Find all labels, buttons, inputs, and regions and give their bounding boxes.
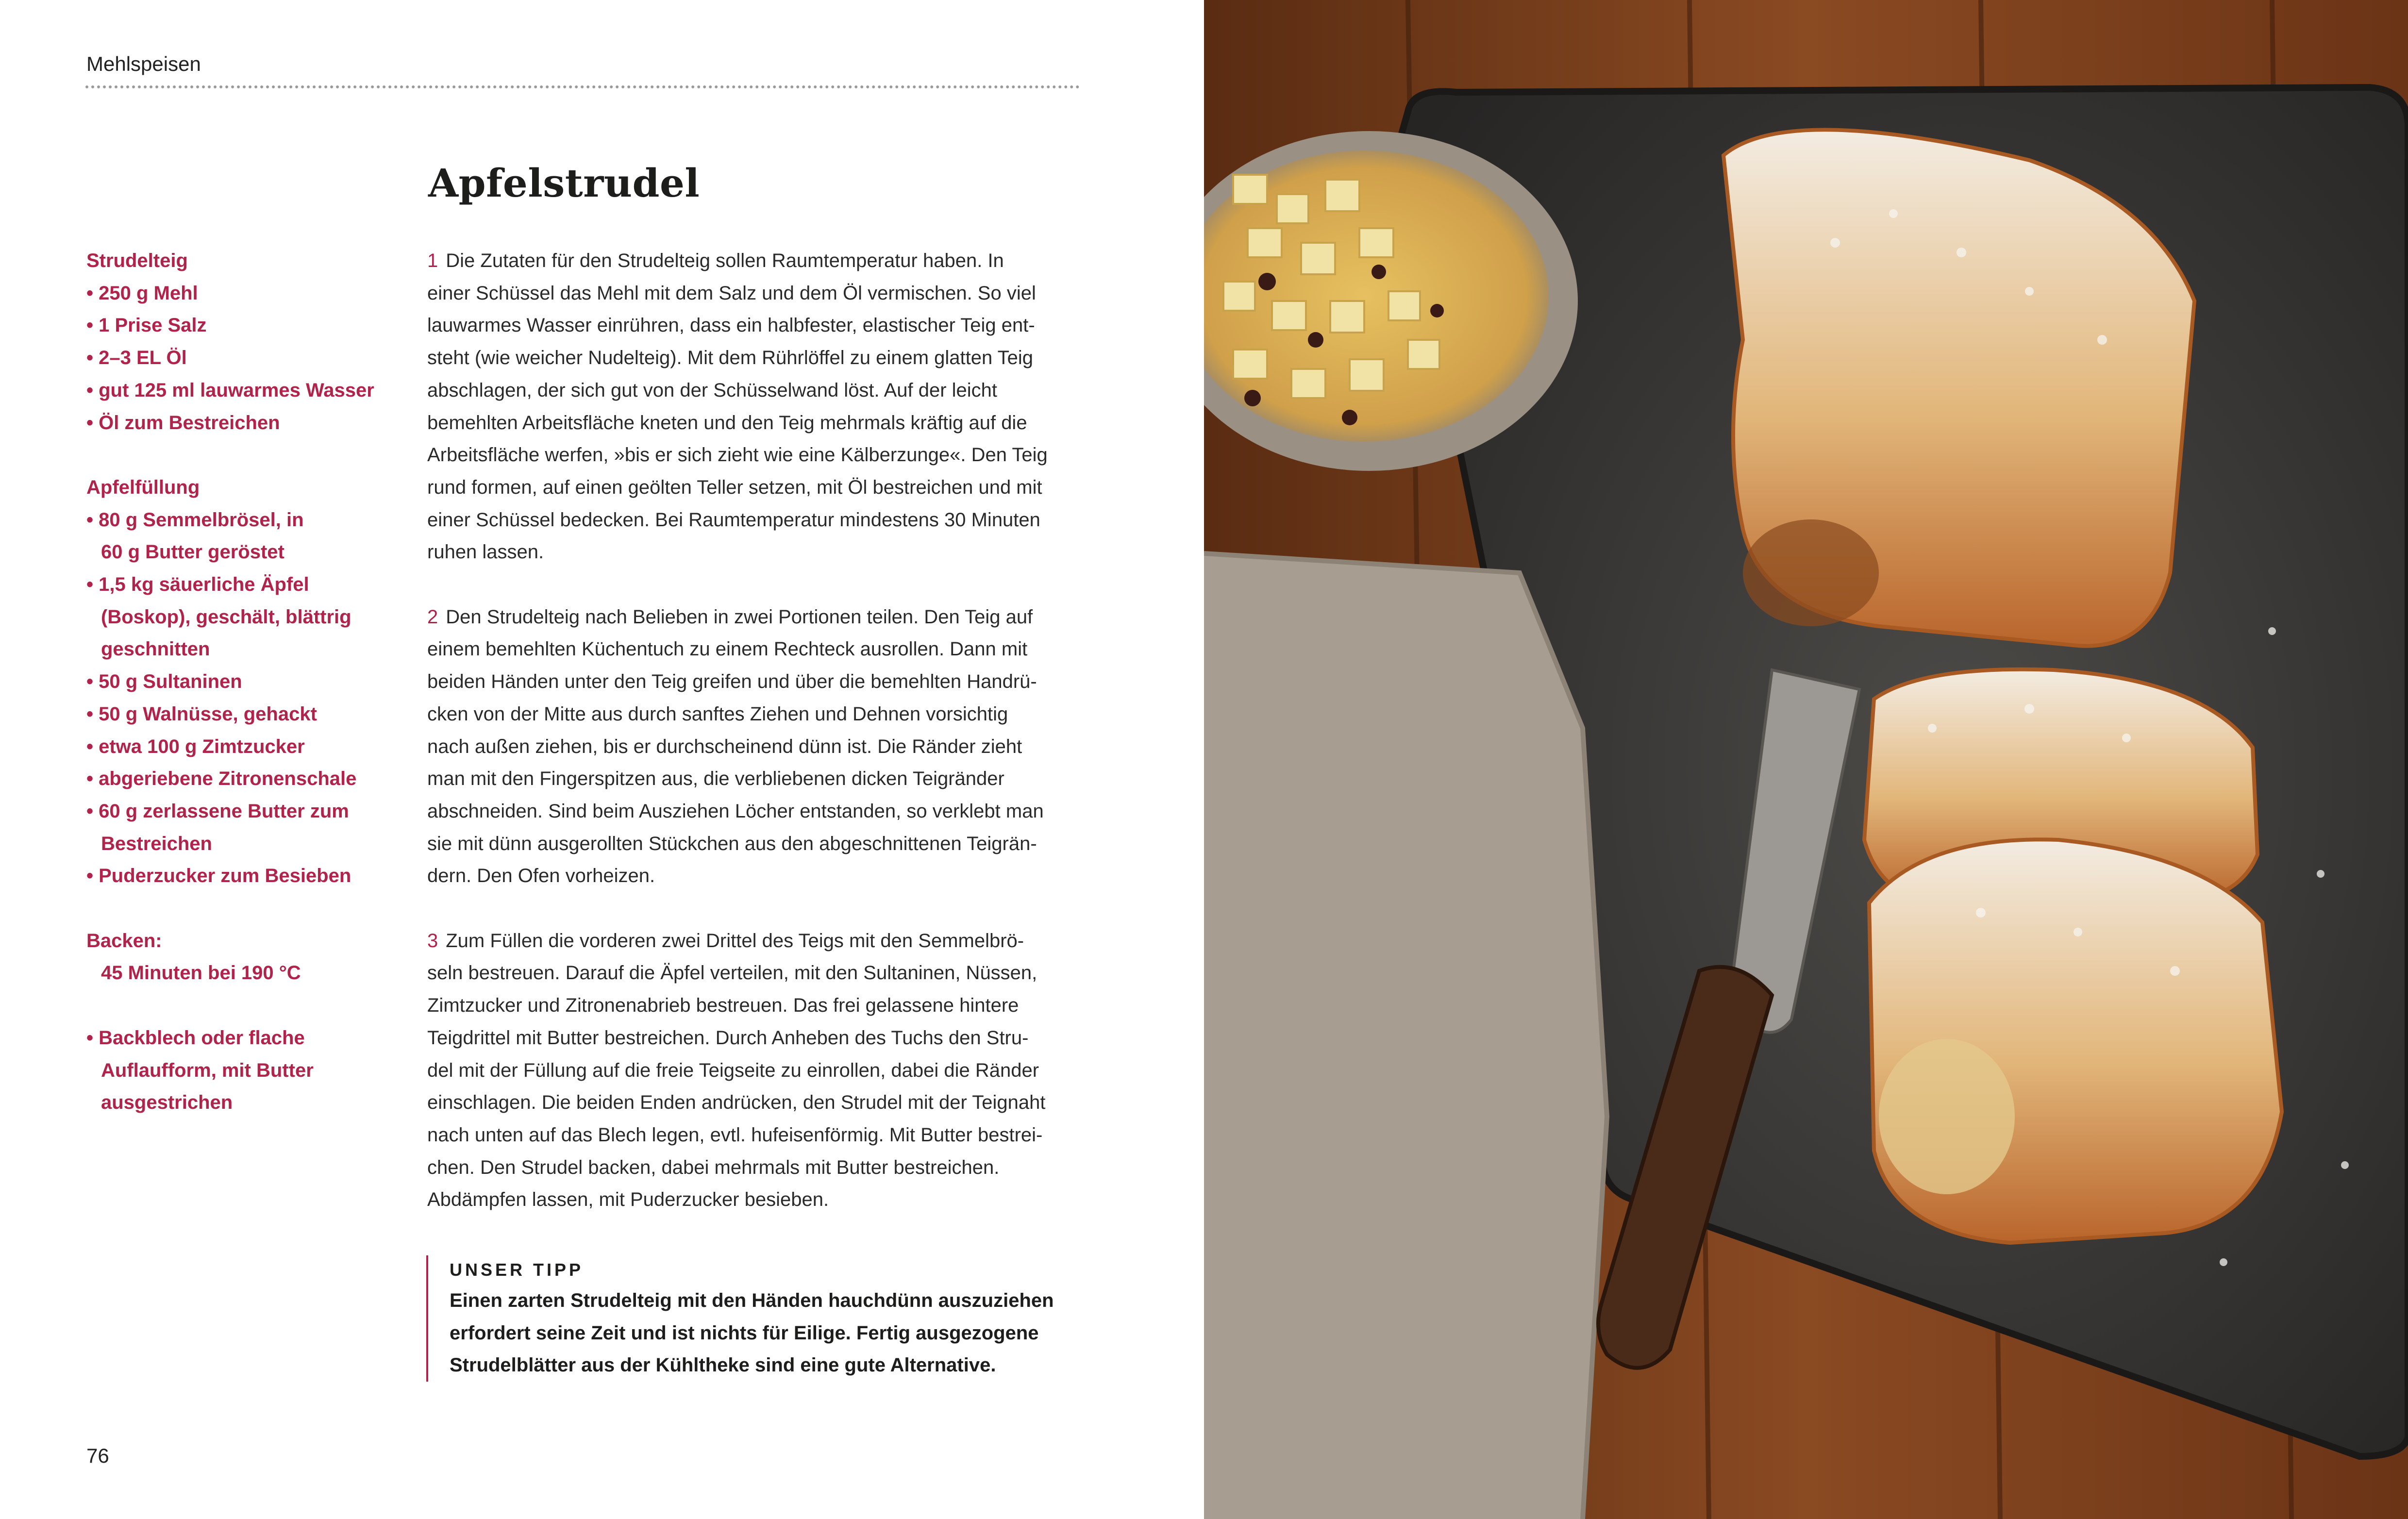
ingredient-item: ausgestrichen <box>101 1092 233 1114</box>
ingredient-item: • Öl zum Bestreichen <box>86 412 280 434</box>
ingredient-item: • 50 g Sultaninen <box>86 671 242 693</box>
ingredient-item: • etwa 100 g Zimtzucker <box>86 735 305 757</box>
step-line: einer Schüssel das Mehl mit dem Salz und dem Öl vermischen. So viel <box>427 282 1036 304</box>
step-line: ruhen lassen. <box>427 541 544 563</box>
step-text: Zum Füllen die vorderen zwei Drittel des Teigs mit den Semmelbrö- <box>446 930 1024 951</box>
instruction-step <box>427 245 1083 568</box>
step-line: bemehlten Arbeitsfläche kneten und den Teig mehrmals kräftig auf die <box>427 412 1027 434</box>
ingredient-group <box>86 471 397 892</box>
step-line: lauwarmes Wasser einrühren, dass ein halbfester, elastischer Teig ent- <box>427 315 1035 336</box>
step-line: nach unten auf das Blech legen, evtl. hufeisenförmig. Mit Butter bestrei- <box>427 1124 1043 1146</box>
ingredient-group-heading: Apfelfüllung <box>86 476 200 498</box>
step-line: einem bemehlten Küchentuch zu einem Rechteck ausrollen. Dann mit <box>427 638 1028 660</box>
ingredient-group <box>86 245 397 439</box>
step-line: man mit den Fingerspitzen aus, die verbliebenen dicken Teigränder <box>427 768 1004 790</box>
step-line: Teigdrittel mit Butter bestreichen. Durch Anheben des Tuchs den Stru- <box>427 1027 1029 1049</box>
step-line: Abdämpfen lassen, mit Puderzucker besieben. <box>427 1189 829 1211</box>
ingredient-item: • abgeriebene Zitronenschale <box>86 768 357 790</box>
ingredient-item: • 2–3 EL Öl <box>86 347 187 369</box>
step-line: chen. Den Strudel backen, dabei mehrmals mit Butter bestreichen. <box>427 1156 1000 1178</box>
step-line: einer Schüssel bedecken. Bei Raumtemperatur mindestens 30 Minuten <box>427 509 1040 531</box>
ingredient-item: Bestreichen <box>101 833 212 854</box>
tip-line: Einen zarten Strudelteig mit den Händen hauchdünn auszuziehen <box>450 1290 1054 1311</box>
step-line: sie mit dünn ausgerollten Stückchen aus den abgeschnittenen Teigrän- <box>427 833 1037 854</box>
step-line: abschlagen, der sich gut von der Schüsselwand löst. Auf der leicht <box>427 379 998 401</box>
step-number: 1 <box>427 250 438 271</box>
ingredient-item: • 50 g Walnüsse, gehackt <box>86 703 317 725</box>
step-line: Arbeitsfläche werfen, »bis er sich zieht wie eine Kälberzunge«. Den Teig <box>427 444 1048 466</box>
step-line: steht (wie weicher Nudelteig). Mit dem Rührlöffel zu einem glatten Teig <box>427 347 1034 369</box>
instruction-step <box>427 601 1083 892</box>
tip-line: Strudelblätter aus der Kühltheke sind eine gute Alternative. <box>450 1354 996 1376</box>
ingredient-group <box>86 925 397 989</box>
ingredient-item: Auflaufform, mit Butter <box>101 1059 314 1081</box>
ingredient-item: • gut 125 ml lauwarmes Wasser <box>86 379 374 401</box>
step-line: del mit der Füllung auf die freie Teigseite zu einrollen, dabei die Ränder <box>427 1059 1039 1081</box>
ingredient-item: • 1,5 kg säuerliche Äpfel <box>86 574 309 596</box>
step-line: Zimtzucker und Zitronenabrieb bestreuen. Das frei gelassene hintere <box>427 995 1019 1017</box>
step-line: cken von der Mitte aus durch sanftes Ziehen und Dehnen vorsichtig <box>427 703 1008 725</box>
ingredient-item: geschnitten <box>101 638 210 660</box>
instructions <box>427 245 1083 1249</box>
instruction-step <box>427 925 1083 1216</box>
ingredients-list <box>86 245 397 1152</box>
step-line: einschlagen. Die beiden Enden andrücken, den Strudel mit der Teignaht <box>427 1092 1046 1114</box>
apfelstrudel-photo <box>1204 0 2408 1519</box>
step-line <box>427 925 1083 957</box>
tip-box <box>426 1255 1105 1382</box>
ingredient-group <box>86 1022 397 1119</box>
ingredient-item: • 250 g Mehl <box>86 282 198 304</box>
step-line: beiden Händen unter den Teig greifen und über die bemehlten Handrü- <box>427 671 1037 693</box>
recipe-title: Apfelstrudel <box>428 160 700 206</box>
step-text: Den Strudelteig nach Belieben in zwei Portionen teilen. Den Teig auf <box>446 606 1033 628</box>
section-header: Mehlspeisen <box>86 52 201 75</box>
ingredient-item: 45 Minuten bei 190 °C <box>101 962 301 984</box>
ingredient-group-heading: Backen: <box>86 930 162 951</box>
step-line: abschneiden. Sind beim Ausziehen Löcher entstanden, so verklebt man <box>427 800 1044 822</box>
step-number: 2 <box>427 606 438 628</box>
ingredient-item: • 1 Prise Salz <box>86 315 207 336</box>
ingredient-group-heading: Strudelteig <box>86 250 188 271</box>
ingredient-item: • 60 g zerlassene Butter zum <box>86 800 349 822</box>
ingredient-item: • Puderzucker zum Besieben <box>86 865 351 887</box>
step-line <box>427 245 1083 277</box>
page-number: 76 <box>86 1444 109 1467</box>
ingredient-item: • Backblech oder flache <box>86 1027 305 1049</box>
ingredient-item: (Boskop), geschält, blättrig <box>101 606 351 628</box>
step-number: 3 <box>427 930 438 951</box>
ingredient-item: • 80 g Semmelbrösel, in <box>86 509 304 531</box>
ingredient-item: 60 g Butter geröstet <box>101 541 284 563</box>
step-line: rund formen, auf einen geölten Teller setzen, mit Öl bestreichen und mit <box>427 476 1042 498</box>
step-text: Die Zutaten für den Strudelteig sollen Raumtemperatur haben. In <box>446 250 1004 271</box>
step-line: dern. Den Ofen vorheizen. <box>427 865 655 887</box>
step-line: nach außen ziehen, bis er durchscheinend dünn ist. Die Ränder zieht <box>427 735 1022 757</box>
tip-line: erfordert seine Zeit und ist nichts für Eilige. Fertig ausgezogene <box>450 1322 1039 1344</box>
linen-cloth <box>1204 553 1607 1519</box>
dotted-rule <box>85 85 1080 88</box>
step-line <box>427 601 1083 634</box>
step-line: seln bestreuen. Darauf die Äpfel verteilen, mit den Sultaninen, Nüssen, <box>427 962 1037 984</box>
tip-heading: UNSER TIPP <box>450 1260 584 1280</box>
